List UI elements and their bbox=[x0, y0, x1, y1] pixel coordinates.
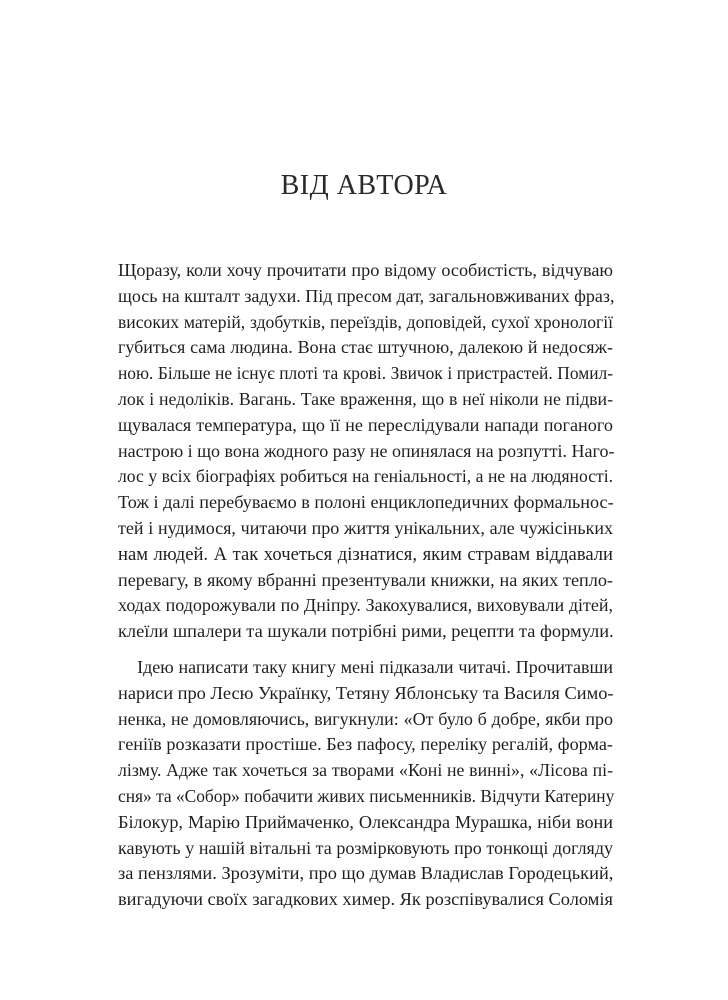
text-line: Білокур, Марію Приймаченко, Олександра Мурашка, ніби вони bbox=[118, 811, 613, 832]
text-line: за пензлями. Зрозуміти, про що думав Владислав Городецький, bbox=[118, 863, 614, 884]
text-line: вигадуючи своїх загадкових химер. Як розспівувалися Соломія bbox=[118, 889, 613, 910]
paragraph-gap bbox=[118, 645, 613, 655]
text-line: настрою і що вона жодного разу не опинялася на розпутті. Наго- bbox=[118, 440, 615, 461]
text-line: перевагу, в якому вбранні презентували книжки, на яких тепло- bbox=[118, 569, 613, 590]
text-line: щось на кшталт задухи. Під пресом дат, загальновживаних фраз, bbox=[118, 285, 615, 306]
text-line: ненка, не домовляючись, вигукнули: «От було б добре, якби про bbox=[118, 708, 613, 729]
text-line: сня» та «Собор» побачити живих письменників. Відчути Катерину bbox=[118, 785, 615, 806]
text-line: кавують у нашій вітальні та розмірковують про тонкощі догляду bbox=[118, 837, 613, 858]
text-line: Ідею написати таку книгу мені підказали читачі. Прочитавши bbox=[118, 656, 613, 677]
chapter-title: ВІД АВТОРА bbox=[280, 170, 448, 201]
text-line: лос у всіх біографіях робиться на геніальності, а не на людяності. bbox=[118, 466, 613, 487]
text-line: губиться сама людина. Вона стає штучною, далекою й недосяж- bbox=[118, 337, 613, 358]
text-line: клеїли шпалери та шукали потрібні рими, рецепти та формули. bbox=[118, 621, 614, 642]
text-line: нариси про Лесю Українку, Тетяну Яблонську та Василя Симо- bbox=[118, 682, 614, 703]
paragraph-1 bbox=[118, 258, 613, 645]
text-line: тей і нудимося, читаючи про життя унікальних, але чужісіньких bbox=[118, 517, 613, 538]
text-line: лок і недоліків. Вагань. Таке враження, що в неї ніколи не підви- bbox=[118, 388, 613, 409]
text-line: високих матерій, здобутків, переїздів, доповідей, сухої хронології bbox=[118, 311, 613, 332]
text-line: Щоразу, коли хочу прочитати про відому особистість, відчуваю bbox=[118, 260, 613, 280]
text-line: нам людей. А так хочеться дізнатися, яким стравам віддавали bbox=[118, 543, 613, 565]
body-text bbox=[118, 258, 613, 913]
text-line: геніїв розказати простіше. Без пафосу, переліку регалій, форма- bbox=[118, 734, 613, 755]
paragraph-2 bbox=[118, 655, 613, 913]
text-line: ною. Більше не існує плоті та крові. Звичок і пристрастей. Помил- bbox=[118, 363, 613, 384]
text-line: щувалася температура, що її не переслідували напади поганого bbox=[118, 414, 613, 435]
text-line: ходах подорожували по Дніпру. Закохувалися, виховували дітей, bbox=[118, 595, 613, 616]
text-line: Тож і далі перебуваємо в полоні енциклопедичних формальнос- bbox=[118, 492, 614, 513]
text-line: лізму. Адже так хочеться за творами «Коні не винні», «Лісова пі- bbox=[118, 760, 613, 781]
